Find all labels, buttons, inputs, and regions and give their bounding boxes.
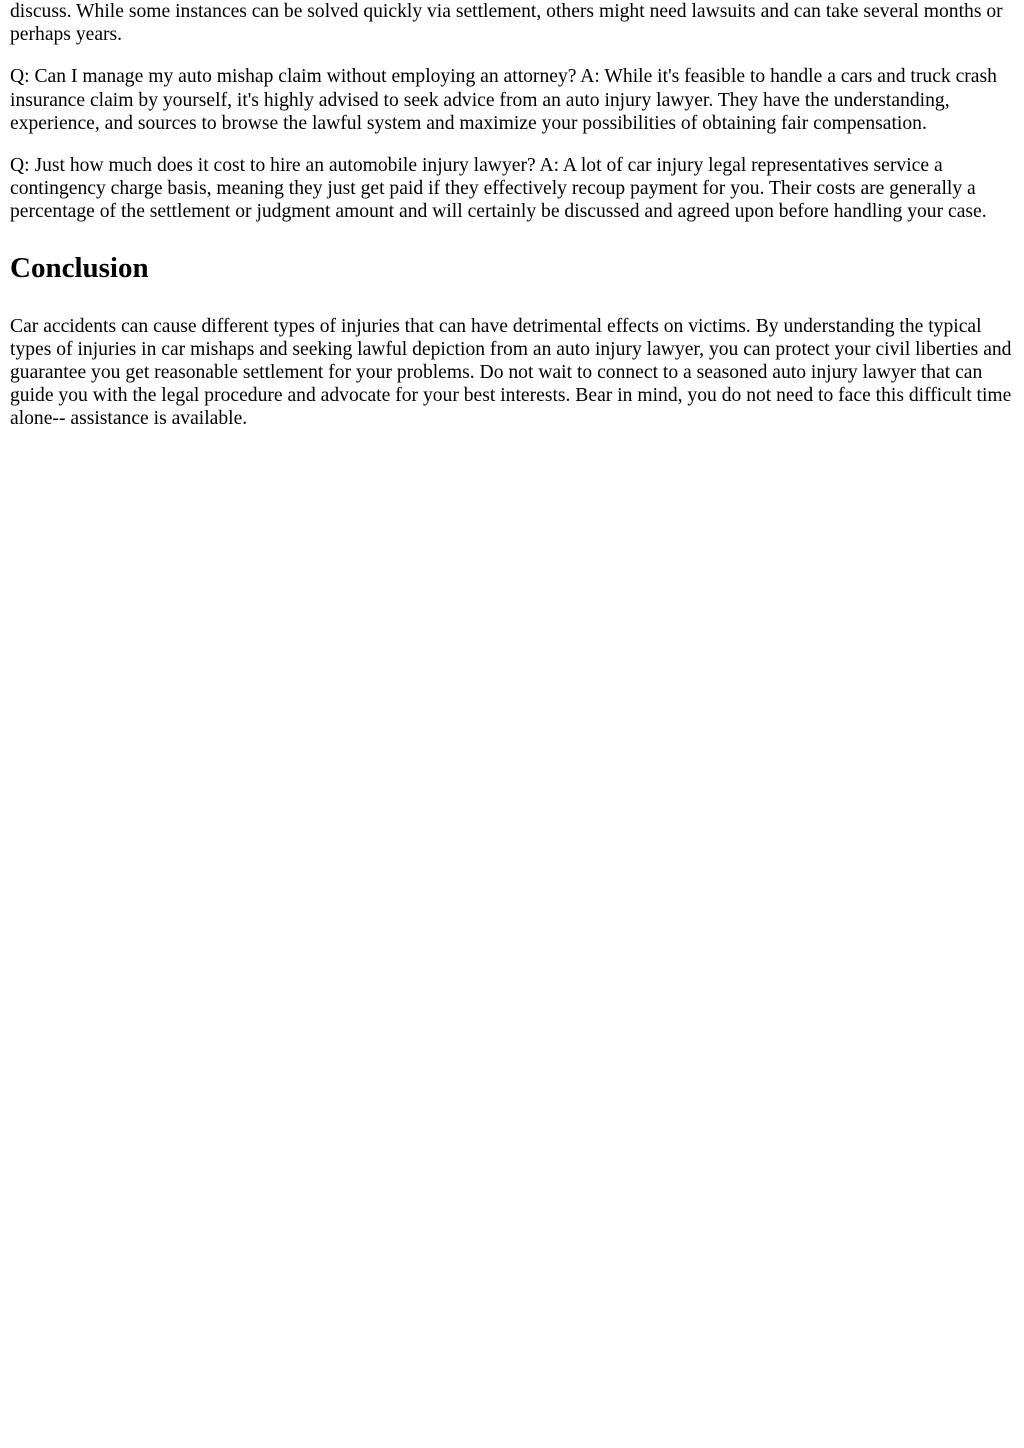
conclusion-paragraph: Car accidents can cause different types of injuries that can have detrimental effects on victims. By understanding the typical types of injuries in car mishaps and seeking lawful depiction from an auto injury lawyer, you can protect your civil liberties and guarantee you get reasonable settlement for your problems. Do not wait to connect to a seasoned auto injury lawyer that can guide you with the legal procedure and advocate for your best interests. Bear in mind, you do not need to face this difficult time alone-- assistance is available. [10,315,1012,430]
faq-paragraph-2: Q: Just how much does it cost to hire an automobile injury lawyer? A: A lot of car injury legal representatives service a contingency charge basis, meaning they just get paid if they effectively recoup payment for you. Their costs are generally a percentage of the settlement or judgment amount and will certainly be discussed and agreed upon before handling your case. [10,155,987,223]
intro-paragraph: discuss. While some instances can be solved quickly via settlement, others might need lawsuits and can take several months or perhaps years. [10,1,1003,46]
conclusion-heading: Conclusion [10,251,149,284]
article-body [0,0,1024,431]
faq-paragraph-1: Q: Can I manage my auto mishap claim without employing an attorney? A: While it's feasible to handle a cars and truck crash insurance claim by yourself, it's highly advised to seek advice from an auto injury lawyer. They have the understanding, experience, and sources to browse the lawful system and maximize your possibilities of obtaining fair compensation. [10,66,997,134]
